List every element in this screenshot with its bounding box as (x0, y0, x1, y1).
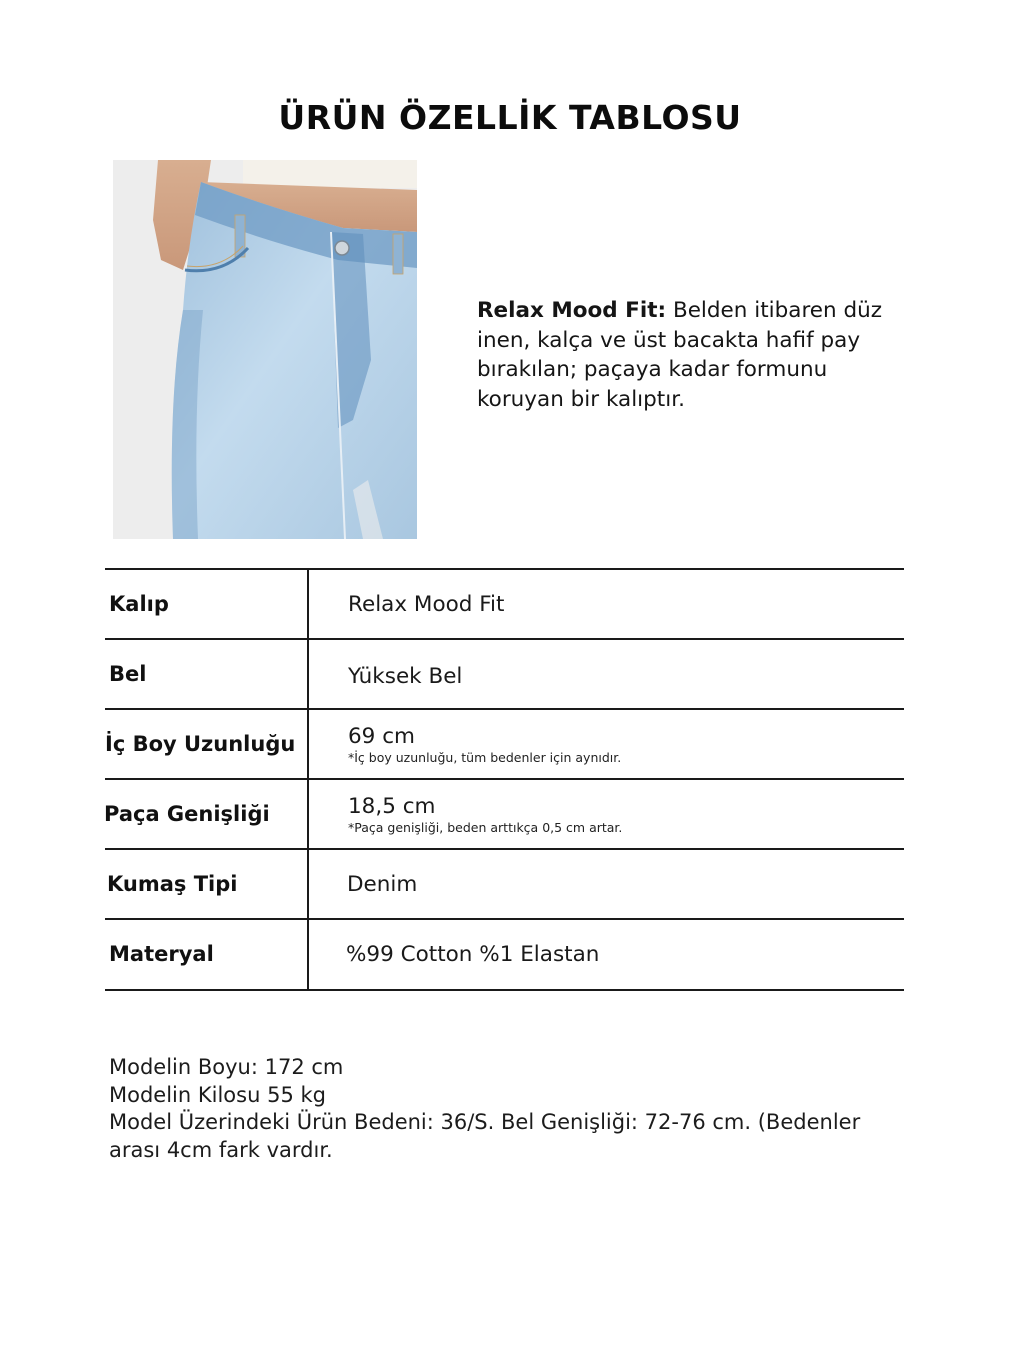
spec-label: Materyal (109, 942, 214, 967)
spec-row-ic-boy (105, 708, 904, 778)
spec-value (348, 780, 622, 848)
spec-value (347, 850, 417, 918)
spec-value-text: %99 Cotton %1 Elastan (346, 941, 600, 967)
fit-description-text: Belden itibaren düz inen, kalça ve üst bacakta hafif pay bırakılan; paçaya kadar formunu koruyan bir kalıptır. (477, 298, 883, 412)
spec-value-note: *Paça genişliği, beden arttıkça 0,5 cm artar. (348, 820, 623, 835)
fit-description-title: Relax Mood Fit: (477, 298, 667, 323)
spec-label: Bel (109, 662, 147, 686)
spec-table (105, 568, 904, 991)
spec-row-bel (105, 638, 904, 708)
spec-value-text: Yüksek Bel (348, 663, 463, 689)
column-divider (307, 568, 309, 640)
spec-row-paca (105, 778, 904, 848)
product-image (113, 160, 417, 539)
spec-label: Paça Genişliği (104, 802, 270, 826)
spec-value-text: 18,5 cm (348, 794, 436, 819)
spec-row-kumas-tipi (105, 848, 904, 918)
model-weight: Modelin Kilosu 55 kg (109, 1082, 326, 1107)
page-title: ÜRÜN ÖZELLİK TABLOSU (278, 98, 742, 137)
model-height: Modelin Boyu: 172 cm (109, 1055, 344, 1079)
column-divider (307, 778, 309, 850)
spec-row-materyal (105, 918, 904, 991)
column-divider (307, 848, 309, 920)
spec-label: Kalıp (109, 592, 169, 616)
column-divider (307, 918, 309, 991)
column-divider (307, 708, 309, 780)
spec-value-text: 69 cm (348, 724, 415, 749)
spec-row-kalip (105, 568, 904, 638)
column-divider (307, 638, 309, 710)
model-info (109, 1054, 909, 1164)
spec-value (348, 710, 621, 778)
spec-label: İç Boy Uzunluğu (105, 732, 296, 756)
model-size: Model Üzerindeki Ürün Bedeni: 36/S. Bel Genişliği: 72-76 cm. (Bedenler arası 4cm fark vardır. (109, 1110, 861, 1162)
spec-value-text: Denim (347, 871, 418, 897)
spec-label: Kumaş Tipi (107, 872, 238, 896)
spec-value (348, 640, 462, 708)
spec-value (348, 570, 504, 638)
spec-value-text: Relax Mood Fit (348, 591, 505, 617)
fit-description (477, 296, 917, 414)
spec-value-note: *İç boy uzunluğu, tüm bedenler için aynıdır. (348, 750, 622, 765)
spec-value (346, 920, 599, 989)
